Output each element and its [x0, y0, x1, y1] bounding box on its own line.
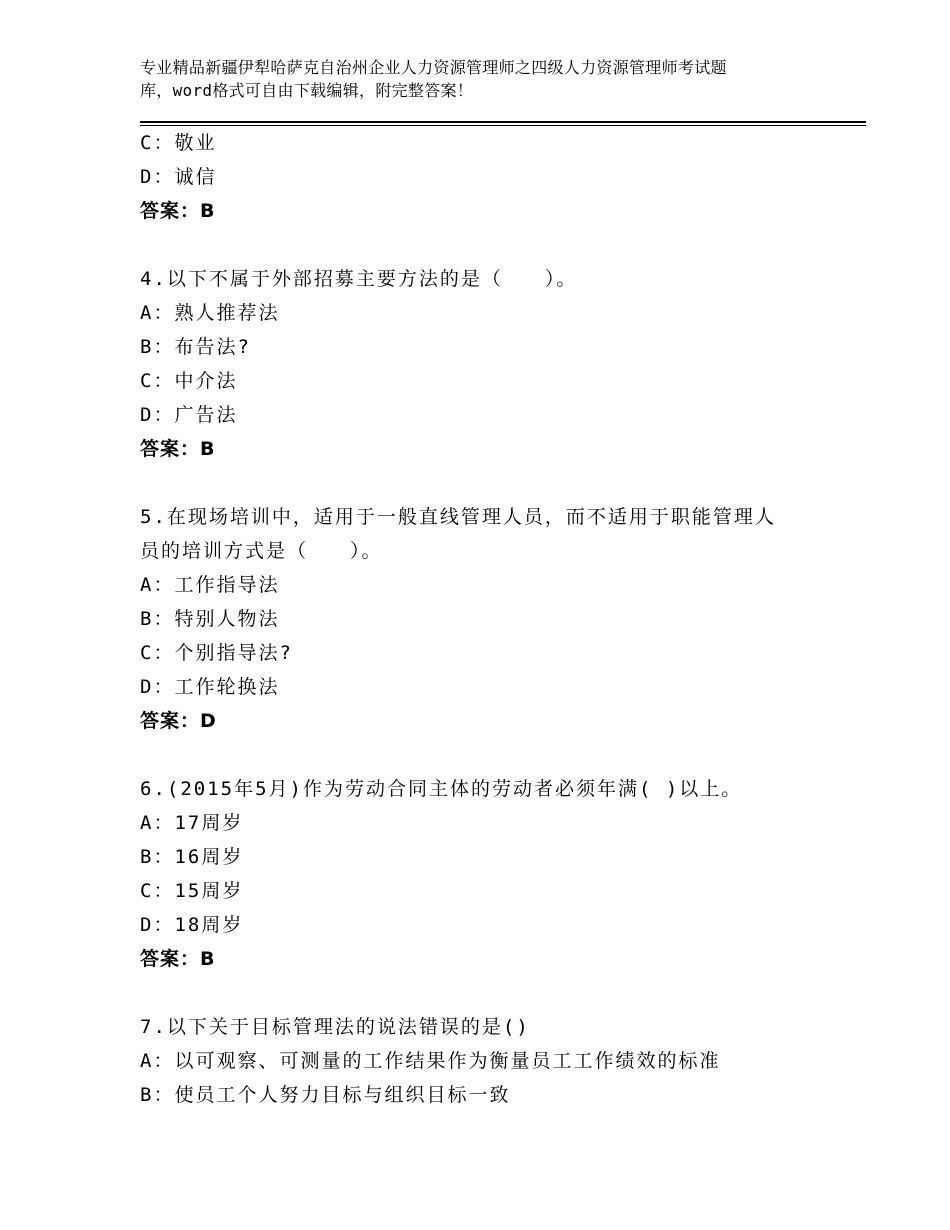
question-6-title: 6.(2015年5月)作为劳动合同主体的劳动者必须年满( )以上。 [140, 778, 743, 800]
header-line-2: 库，word格式可自由下载编辑，附完整答案！ [140, 81, 474, 100]
option-b: B：布告法? [140, 336, 251, 358]
answer: 答案：B [140, 438, 216, 460]
option-d: D：广告法 [140, 404, 238, 426]
option-a: A：工作指导法 [140, 574, 280, 596]
option-d: D：18周岁 [140, 914, 244, 936]
question-5-title-line-1: 5.在现场培训中，适用于一般直线管理人员，而不适用于职能管理人 [140, 506, 776, 528]
option-b: B：16周岁 [140, 846, 244, 868]
answer: 答案：B [140, 200, 216, 222]
option-c: C：15周岁 [140, 880, 244, 902]
option-c: C：个别指导法? [140, 642, 293, 664]
document-header [140, 56, 830, 102]
question-7-title: 7.以下关于目标管理法的说法错误的是() [140, 1016, 530, 1038]
option-a: A：以可观察、可测量的工作结果作为衡量员工工作绩效的标准 [140, 1050, 721, 1072]
answer: 答案：B [140, 948, 216, 970]
question-5-title-line-2: 员的培训方式是（ ）。 [140, 540, 383, 562]
option-c: C：敬业 [140, 132, 217, 154]
answer: 答案：D [140, 710, 217, 732]
option-a: A：17周岁 [140, 812, 244, 834]
header-line-1: 专业精品新疆伊犁哈萨克自治州企业人力资源管理师之四级人力资源管理师考试题 [140, 58, 727, 77]
option-d: D：诚信 [140, 166, 217, 188]
option-c: C：中介法 [140, 370, 238, 392]
option-b: B：特别人物法 [140, 608, 280, 630]
header-rule-thick [140, 121, 866, 123]
option-b: B：使员工个人努力目标与组织目标一致 [140, 1084, 511, 1106]
option-d: D：工作轮换法 [140, 676, 280, 698]
option-a: A：熟人推荐法 [140, 302, 280, 324]
document-body [140, 126, 830, 1112]
question-4-title: 4.以下不属于外部招募主要方法的是（ ）。 [140, 268, 578, 290]
